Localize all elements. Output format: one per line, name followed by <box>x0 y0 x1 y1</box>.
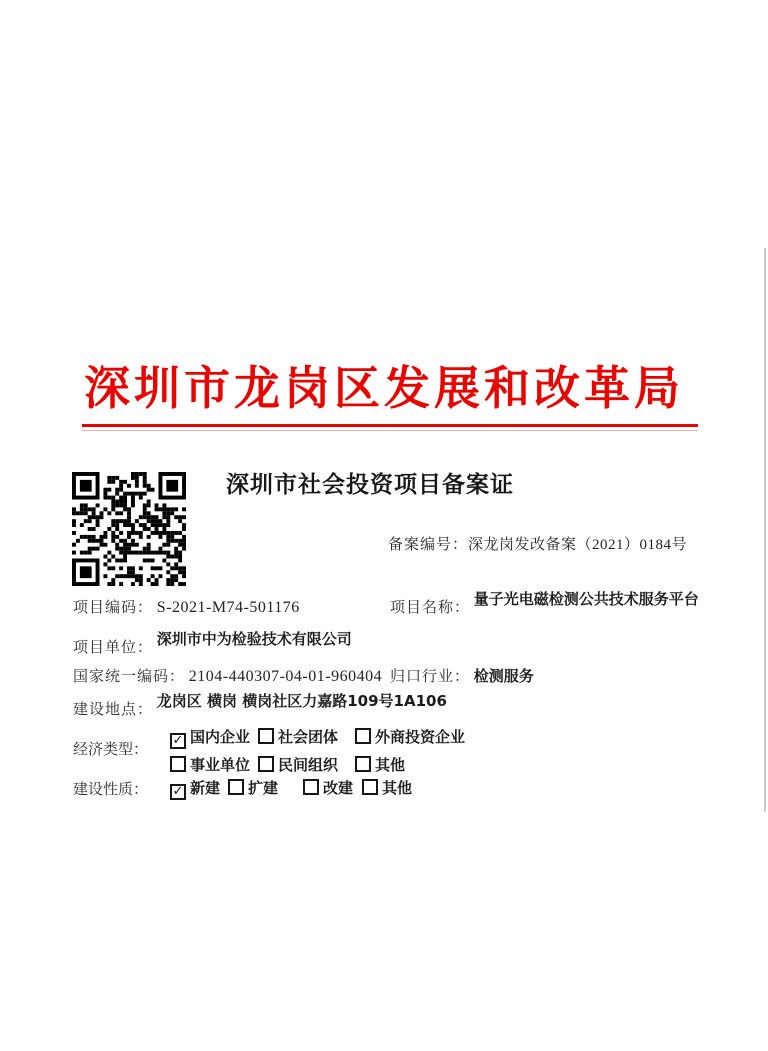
project-unit-value: 深圳市中为检验技术有限公司 <box>156 630 352 648</box>
project-name-row <box>390 590 699 617</box>
scan-edge-artifact <box>764 248 766 812</box>
checkbox-unchecked-icon <box>362 779 378 795</box>
project-name-label: 项目名称： <box>390 600 471 616</box>
qr-code-icon <box>72 472 186 586</box>
checkbox-option-domestic-enterprise: ✓ 国内企业 <box>170 726 258 749</box>
filing-number-value: 深龙岗发改备案（2021）0184号 <box>468 537 688 553</box>
filing-number-row <box>388 533 687 554</box>
checkbox-option-reconstruction: 改建 <box>303 777 353 798</box>
industry-label: 归口行业： <box>390 669 471 685</box>
checkbox-unchecked-icon <box>303 779 319 795</box>
checkbox-option-social-group: 社会团体 <box>258 726 355 749</box>
national-code-value: 2104-440307-04-01-960404 <box>188 668 383 685</box>
location-row <box>73 692 447 719</box>
project-unit-row <box>73 630 352 657</box>
checkbox-option-expansion: 扩建 <box>228 777 278 798</box>
checkbox-unchecked-icon <box>170 756 186 772</box>
project-code-label: 项目编码： <box>73 600 154 616</box>
industry-row <box>390 665 534 686</box>
construction-nature-options <box>170 777 450 797</box>
checkbox-checked-icon: ✓ <box>170 784 186 800</box>
location-label: 建设地点： <box>73 702 154 718</box>
checkbox-unchecked-icon <box>355 756 371 772</box>
checkbox-option-econ-other: 其他 <box>355 754 465 775</box>
issuer-letterhead: 深圳市龙岗区发展和改革局 <box>84 363 684 414</box>
checkbox-unchecked-icon <box>258 756 274 772</box>
economic-type-options <box>170 726 465 775</box>
national-code-label: 国家统一编码： <box>73 669 186 685</box>
checkbox-checked-icon: ✓ <box>170 733 186 749</box>
project-name-value: 量子光电磁检测公共技术服务平台 <box>473 590 699 608</box>
checkbox-option-nature-other: 其他 <box>362 777 412 798</box>
national-code-row <box>73 665 382 686</box>
filing-number-label: 备案编号： <box>388 537 469 553</box>
checkbox-option-public-institution: 事业单位 <box>170 754 258 775</box>
project-code-row <box>73 596 300 617</box>
industry-value: 检测服务 <box>473 667 534 685</box>
checkbox-unchecked-icon <box>228 779 244 795</box>
checkbox-unchecked-icon <box>258 728 274 744</box>
construction-nature-label: 建设性质： <box>73 782 149 798</box>
project-code-value: S-2021-M74-501176 <box>156 599 300 616</box>
certificate-title: 深圳市社会投资项目备案证 <box>226 472 514 498</box>
letterhead-divider <box>82 424 698 431</box>
checkbox-option-civil-organization: 民间组织 <box>258 754 355 775</box>
checkbox-option-foreign-investment: 外商投资企业 <box>355 726 465 749</box>
project-unit-label: 项目单位： <box>73 640 154 656</box>
economic-type-label: 经济类型： <box>73 742 149 758</box>
checkbox-unchecked-icon <box>355 728 371 744</box>
location-value: 龙岗区 横岗 横岗社区力嘉路109号1A106 <box>156 692 447 710</box>
checkbox-option-new-build: ✓ 新建 <box>170 777 220 800</box>
